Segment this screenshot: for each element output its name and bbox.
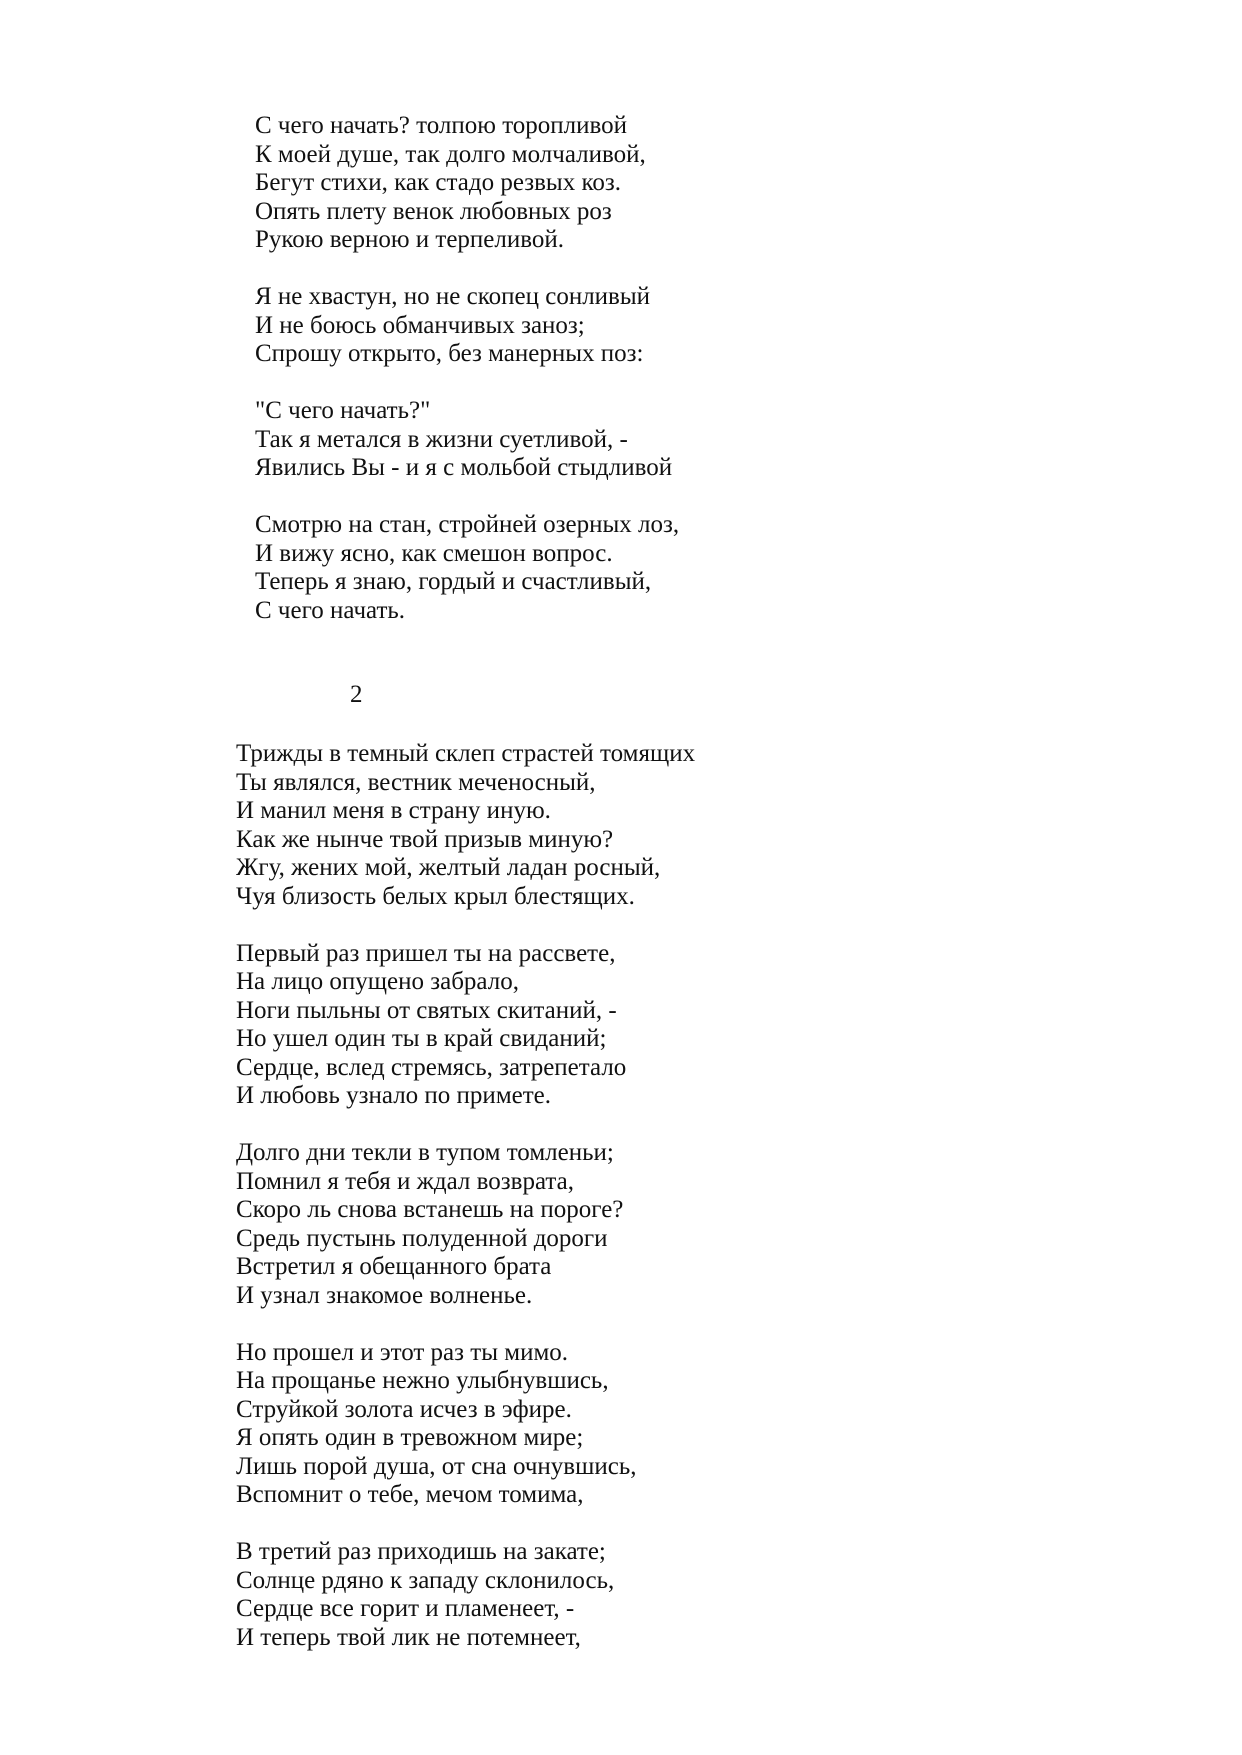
poem-line: И не боюсь обманчивых заноз; [255,311,585,339]
poem-line: Первый раз пришел ты на рассвете, [236,939,616,967]
poem-line: Солнце рдяно к западу склонилось, [236,1566,615,1594]
poem-line: В третий раз приходишь на закате; [236,1538,606,1565]
poem-line: Так я метался в жизни суетливой, - [255,425,628,453]
poem-line: Помнил я тебя и ждал возврата, [236,1167,575,1195]
stanza [236,940,695,1111]
poem-part-1 [255,112,679,625]
poem-line: Ты являлся, вестник меченосный, [236,768,596,796]
poem-line: Я не хвастун, но не скопец сонливый [255,283,651,310]
poem-line: К моей душе, так долго молчаливой, [255,140,646,168]
poem-line: Опять плету венок любовных роз [255,197,612,225]
poem-line: Скоро ль снова встанешь на пороге? [236,1196,624,1223]
poem-line: Как же нынче твой призыв миную? [236,825,614,853]
poem-line: Средь пустынь полуденной дороги [236,1224,608,1252]
stanza-gap [236,911,695,940]
stanza [236,740,695,911]
poem-line: И вижу ясно, как смешон вопрос. [255,539,613,567]
section-number: 2 [350,681,363,708]
poem-line: Смотрю на стан, стройней озерных лоз, [255,511,680,538]
stanza [236,1538,695,1652]
poem-line: Струйкой золота исчез в эфире. [236,1395,572,1423]
stanza [255,112,679,255]
poem-part-2 [236,740,695,1652]
poem-line: Сердце все горит и пламенеет, - [236,1595,575,1622]
poem-line: Я опять один в тревожном мире; [236,1424,584,1451]
poem-line: Но прошел и этот раз ты мимо. [236,1338,569,1366]
stanza-gap [255,483,679,512]
poem-line: На прощанье нежно улыбнувшись, [236,1367,609,1394]
poem-line: Но ушел один ты в край свиданий; [236,1025,607,1052]
poem-line: "С чего начать?" [255,397,431,424]
poem-line: Бегут стихи, как стадо резвых коз. [255,169,621,196]
poem-line: И узнал знакомое волненье. [236,1281,533,1309]
poem-line: И манил меня в страну иную. [236,797,551,824]
poem-line: Трижды в темный склеп страстей томящих [236,740,696,767]
stanza-gap [255,255,679,284]
poem-line: Явились Вы - и я с мольбой стыдливой [255,454,673,481]
stanza-gap [236,1510,695,1539]
poem-line: Сердце, вслед стремясь, затрепетало [236,1053,627,1081]
poem-line: Рукою верною и терпеливой. [255,226,565,253]
poem-line: Жгу, жених мой, желтый ладан росный, [236,854,661,881]
stanza-gap [236,1111,695,1140]
stanza [255,397,679,483]
poem-line: Вспомнит о тебе, мечом томима, [236,1481,584,1508]
poem-line: И любовь узнало по примете. [236,1082,552,1109]
poem-line: Спрошу открыто, без манерных поз: [255,340,644,367]
poem-line: Ноги пыльны от святых скитаний, - [236,996,617,1024]
poem-line: Чуя близость белых крыл блестящих. [236,882,635,910]
stanza-gap [255,369,679,398]
poem-line: Встретил я обещанного брата [236,1253,552,1280]
poem-line: Долго дни текли в тупом томленьи; [236,1139,614,1166]
poem-line: Теперь я знаю, гордый и счастливый, [255,568,652,595]
stanza-gap [236,1310,695,1339]
stanza [236,1139,695,1310]
poem-line: С чего начать? толпою торопливой [255,112,628,139]
poem-line: Лишь порой душа, от сна очнувшись, [236,1452,637,1480]
poem-line: И теперь твой лик не потемнеет, [236,1623,581,1651]
poem-line: С чего начать. [255,596,406,624]
stanza [236,1339,695,1510]
stanza [255,283,679,369]
stanza [255,511,679,625]
poem-line: На лицо опущено забрало, [236,968,519,995]
